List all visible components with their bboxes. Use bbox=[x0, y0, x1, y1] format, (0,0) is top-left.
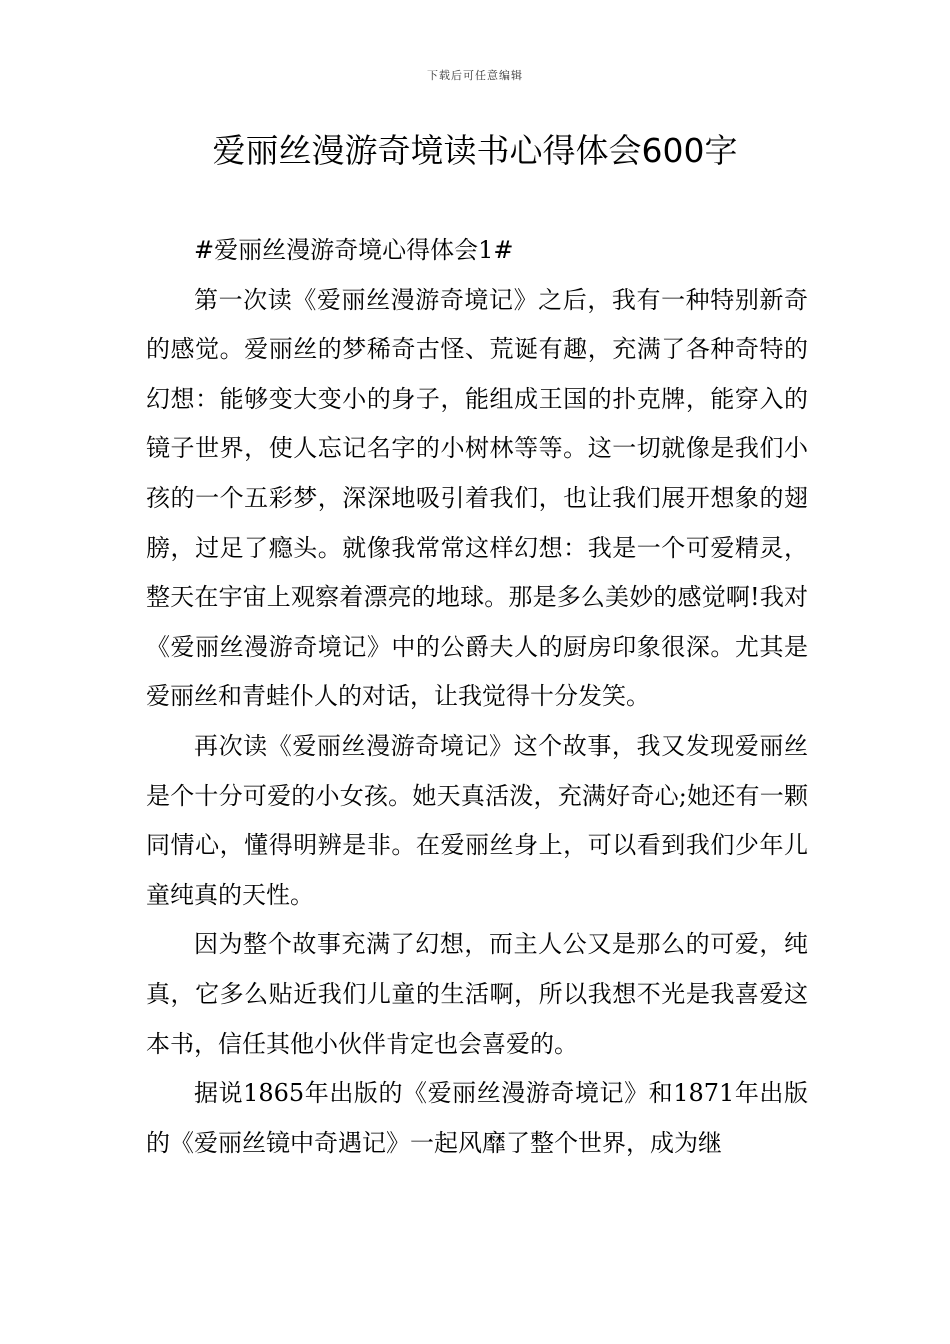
paragraph: 第一次读《爱丽丝漫游奇境记》之后，我有一种特别新奇的感觉。爱丽丝的梦稀奇古怪、荒诞有趣，充满了各种奇特的幻想：能够变大变小的身子，能组成王国的扑克牌，能穿入的镜子世界，使人忘记名字的小树林等等。这一切就像是我们小孩的一个五彩梦，深深地吸引着我们，也让我们展开想象的翅膀，过足了瘾头。就像我常常这样幻想：我是一个可爱精灵，整天在宇宙上观察着漂亮的地球。那是多么美妙的感觉啊!我对《爱丽丝漫游奇境记》中的公爵夫人的厨房印象很深。尤其是爱丽丝和青蛙仆人的对话，让我觉得十分发笑。 bbox=[146, 285, 808, 711]
paragraph: 因为整个故事充满了幻想，而主人公又是那么的可爱，纯真，它多么贴近我们儿童的生活啊，所以我想不光是我喜爱这本书，信任其他小伙伴肯定也会喜爱的。 bbox=[146, 930, 808, 1058]
document-body bbox=[146, 226, 808, 1168]
paragraph: 再次读《爱丽丝漫游奇境记》这个故事，我又发现爱丽丝是个十分可爱的小女孩。她天真活泼，充满好奇心;她还有一颗同情心，懂得明辨是非。在爱丽丝身上，可以看到我们少年儿童纯真的天性。 bbox=[146, 731, 808, 909]
paragraph: 据说1865年出版的《爱丽丝漫游奇境记》和1871年出版的《爱丽丝镜中奇遇记》一起风靡了整个世界，成为继 bbox=[146, 1079, 808, 1157]
section-subheading: #爱丽丝漫游奇境心得体会1# bbox=[194, 236, 514, 264]
header-note: 下载后可任意编辑 bbox=[427, 69, 523, 82]
page-title: 爱丽丝漫游奇境读书心得体会600字 bbox=[212, 131, 738, 170]
